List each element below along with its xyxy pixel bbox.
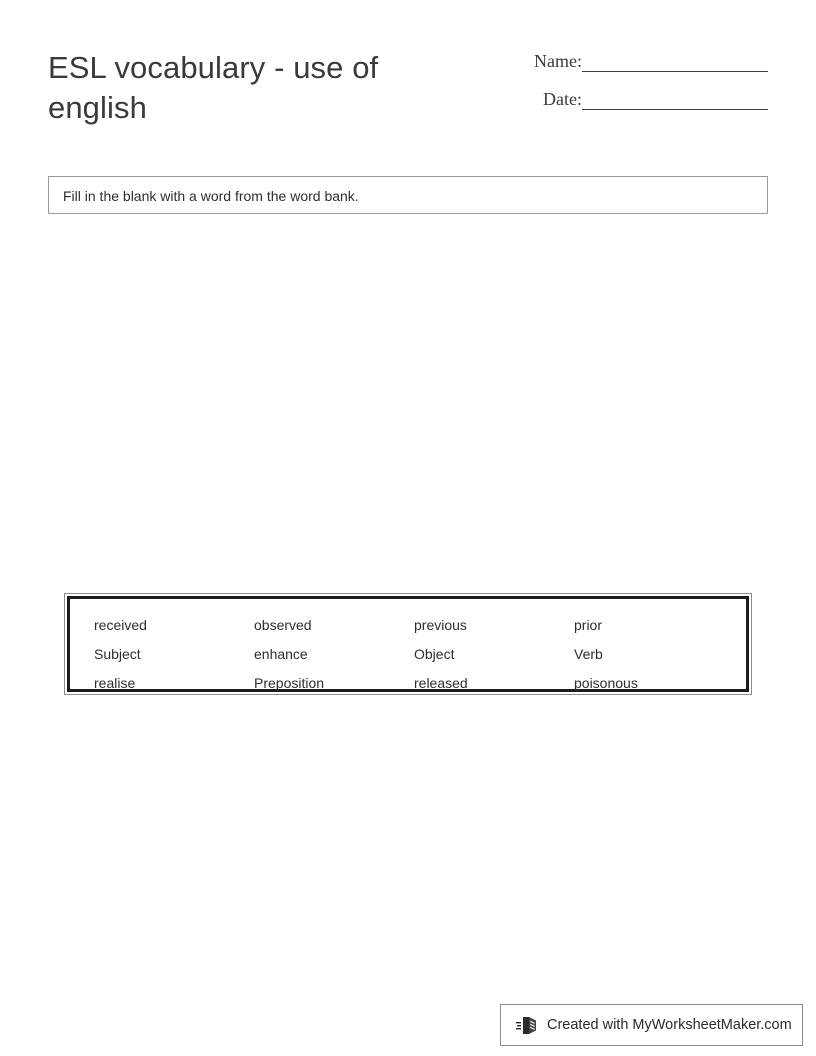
word-bank-word: Verb	[574, 646, 603, 662]
student-info-block	[500, 50, 780, 126]
questions-area	[48, 230, 768, 590]
worksheet-header	[0, 0, 816, 150]
word-bank-word: enhance	[254, 646, 308, 662]
date-input-line[interactable]	[582, 109, 768, 110]
word-bank-word: released	[414, 675, 468, 691]
word-bank-grid	[94, 611, 740, 698]
word-bank-word: realise	[94, 675, 136, 691]
word-bank-inner-border	[67, 596, 749, 692]
word-bank-word: Object	[414, 646, 455, 662]
badge-label: Created with MyWorksheetMaker.com	[547, 1017, 792, 1033]
name-field-label: Name:	[534, 51, 582, 71]
name-input-line[interactable]	[582, 71, 768, 72]
date-field-label: Date:	[543, 89, 582, 109]
word-bank-word: Subject	[94, 646, 141, 662]
worksheet-maker-logo-icon	[515, 1013, 539, 1037]
word-bank-word: poisonous	[574, 675, 638, 691]
word-bank-word: previous	[414, 617, 467, 633]
name-field-row	[500, 50, 780, 88]
word-bank-word: prior	[574, 617, 603, 633]
date-field-row	[500, 88, 780, 126]
word-bank-word: observed	[254, 617, 312, 633]
word-bank-box	[64, 593, 752, 695]
word-bank-word: Preposition	[254, 675, 325, 691]
page-title: ESL vocabulary - use of english	[48, 50, 379, 125]
instruction-text: Fill in the blank with a word from the word bank.	[63, 188, 359, 204]
created-with-badge[interactable]	[500, 1004, 803, 1046]
word-bank-word: received	[94, 617, 147, 633]
instruction-box	[48, 176, 768, 214]
